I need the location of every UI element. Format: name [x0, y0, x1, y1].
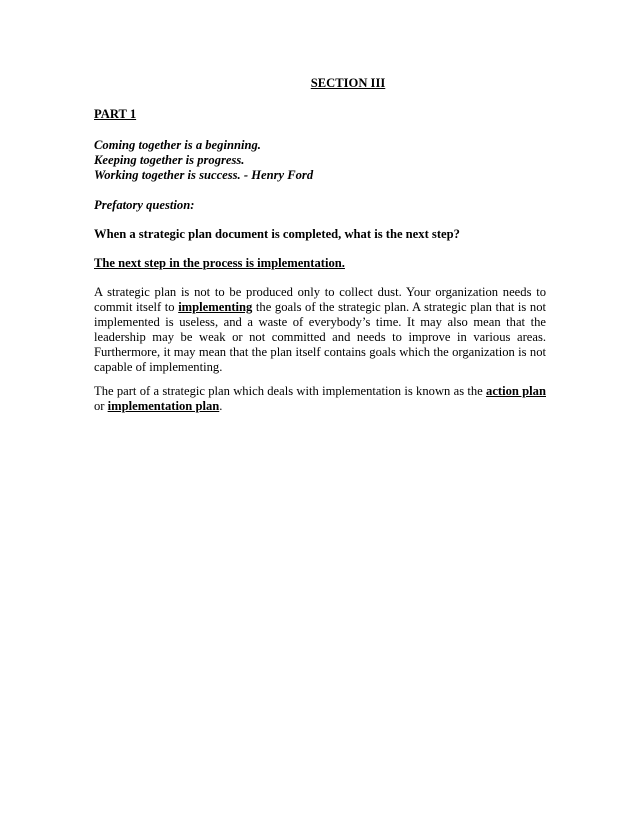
section-title: SECTION III — [310, 76, 386, 90]
quote-line-1: Coming together is a beginning. — [94, 138, 261, 152]
para2-text-after: . — [219, 399, 223, 413]
quote-line-2: Keeping together is progress. — [94, 153, 245, 167]
para1-text-after: the goals of the strategic plan. A strategic plan that is not implemented is useless, and a waste of everybody’s time. It may also mean that the leadership may be weak or not committed and needs to improve in various areas. Furthermore, it may mean that the plan itself contains goals which the organization is not capable of implementing. — [94, 300, 546, 374]
prefatory-label: Prefatory question: — [94, 198, 195, 212]
epigraph-quote — [94, 138, 546, 183]
para2-text-middle: or — [94, 399, 108, 413]
para2-emphasis-implementation-plan: implementation plan — [107, 399, 220, 413]
prefatory-question: When a strategic plan document is completed, what is the next step? — [94, 227, 460, 241]
body-paragraph-1 — [94, 285, 546, 375]
para2-emphasis-action-plan: action plan — [486, 384, 546, 398]
part-label: PART 1 — [94, 107, 137, 121]
para2-text-before: The part of a strategic plan which deals with implementation is known as the — [94, 384, 487, 398]
quote-line-3: Working together is success. - Henry Ford — [94, 168, 314, 182]
para1-text-before: A strategic plan is not to be produced only to collect dust. Your organization needs to commit itself to — [94, 285, 546, 314]
para1-emphasis-implementing: implementing — [178, 300, 253, 314]
body-paragraph-2 — [94, 384, 546, 414]
next-step-heading: The next step in the process is implementation. — [94, 256, 345, 270]
